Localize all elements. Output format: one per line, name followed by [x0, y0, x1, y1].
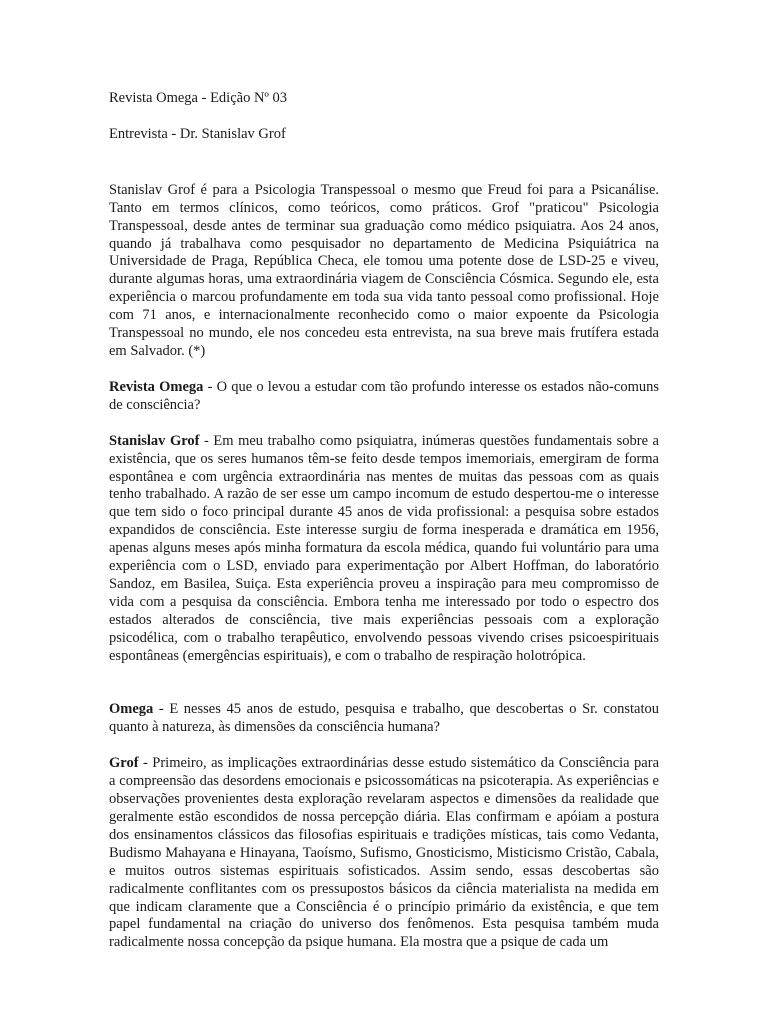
answer-text: - Em meu trabalho como psiquiatra, inúmeras questões fundamentais sobre a existência, que os seres humanos têm-se feito desde tempos imemoriais, emergiram de forma espontânea e com urgência extraordinária nas mentes de muitas das pessoas com as quais tenho trabalhado. A razão de ser esse um campo incomum de estudo despertou-me o interesse que tem sido o foco principal durante 45 anos de vida profissional: a pesquisa sobre estados expandidos de consciência. Este interesse surgiu de forma inesperada e dramática em 1956, apenas alguns meses após minha formatura da escola médica, quando fui voluntário para uma experiência com o LSD, enviado para experimentação por Albert Hoffman, do laboratório Sandoz, em Basilea, Suiça. Esta experiência proveu a inspiração para meu compromisso de vida com a pesquisa da consciência. Embora tenha me interessado por todo o espectro dos estados alterados de consciência, tive mais experiências pessoais com a exploração psicodélica, com o trabalho terapêutico, envolvendo pessoas vivendo crises psicoespirituais espontâneas (emergências espirituais), e com o trabalho de respiração holotrópica.: [109, 432, 659, 664]
speaker-label: Stanislav Grof: [109, 432, 200, 449]
document-body: [109, 90, 659, 952]
question-paragraph-1: [109, 379, 659, 415]
answer-paragraph-2: [109, 755, 659, 952]
interview-title: Entrevista - Dr. Stanislav Grof: [109, 125, 286, 142]
intro-paragraph: Stanislav Grof é para a Psicologia Transpessoal o mesmo que Freud foi para a Psicanálise. Tanto em termos clínicos, como teóricos, como práticos. Grof "praticou" Psicologia Transpessoal, desde antes de terminar sua graduação como médico psiquiatra. Aos 24 anos, quando já trabalhava como pesquisador no departamento de Medicina Psiquiátrica na Universidade de Praga, República Checa, ele tomou uma potente dose de LSD-25 e viveu, durante algumas horas, uma extraordinária viagem de Consciência Cósmica. Segundo ele, esta experiência o marcou profundamente em toda sua vida tanto pessoal como profissional. Hoje com 71 anos, e internacionalmente reconhecido como o maior expoente da Psicologia Transpessoal no mundo, ele nos concedeu esta entrevista, na sua breve mais frutífera estada em Salvador. (*): [109, 181, 659, 359]
speaker-label: Revista Omega: [109, 378, 204, 395]
question-text: - E nesses 45 anos de estudo, pesquisa e trabalho, que descobertas o Sr. constatou quanto à natureza, às dimensões da consciência humana?: [109, 701, 659, 736]
speaker-label: Grof: [109, 755, 139, 772]
question-text: - O que o levou a estudar com tão profundo interesse os estados não-comuns de consciência?: [109, 378, 659, 413]
publication-header: Revista Omega - Edição Nº 03: [109, 90, 288, 106]
question-paragraph-2: [109, 701, 659, 737]
answer-text: - Primeiro, as implicações extraordinárias desse estudo sistemático da Consciência para a compreensão das desordens emocionais e psicossomáticas na psicoterapia. As experiências e observações provenientes desta exploração revelaram aspectos e dimensões da realidade que geralmente estão escondidos de nossa percepção diária. Elas confirmam e apóiam a postura dos ensinamentos clássicos das filosofias espirituais e tradições místicas, tais como Vedanta, Budismo Mahayana e Hinayana, Taoísmo, Sufismo, Gnosticismo, Misticismo Cristão, Cabala, e muitos outros sistemas espirituais sofisticados. Assim sendo, essas descobertas são radicalmente conflitantes com os pressupostos básicos da ciência materialista na medida em que indicam claramente que a Consciência é o princípio primário da existência, e que tem papel fundamental na criação do universo dos fenômenos. Esta pesquisa também muda radicalmente nossa concepção da psique humana. Ela mostra que a psique de cada um: [109, 755, 659, 951]
speaker-label: Omega: [109, 701, 154, 718]
answer-paragraph-1: [109, 433, 659, 666]
